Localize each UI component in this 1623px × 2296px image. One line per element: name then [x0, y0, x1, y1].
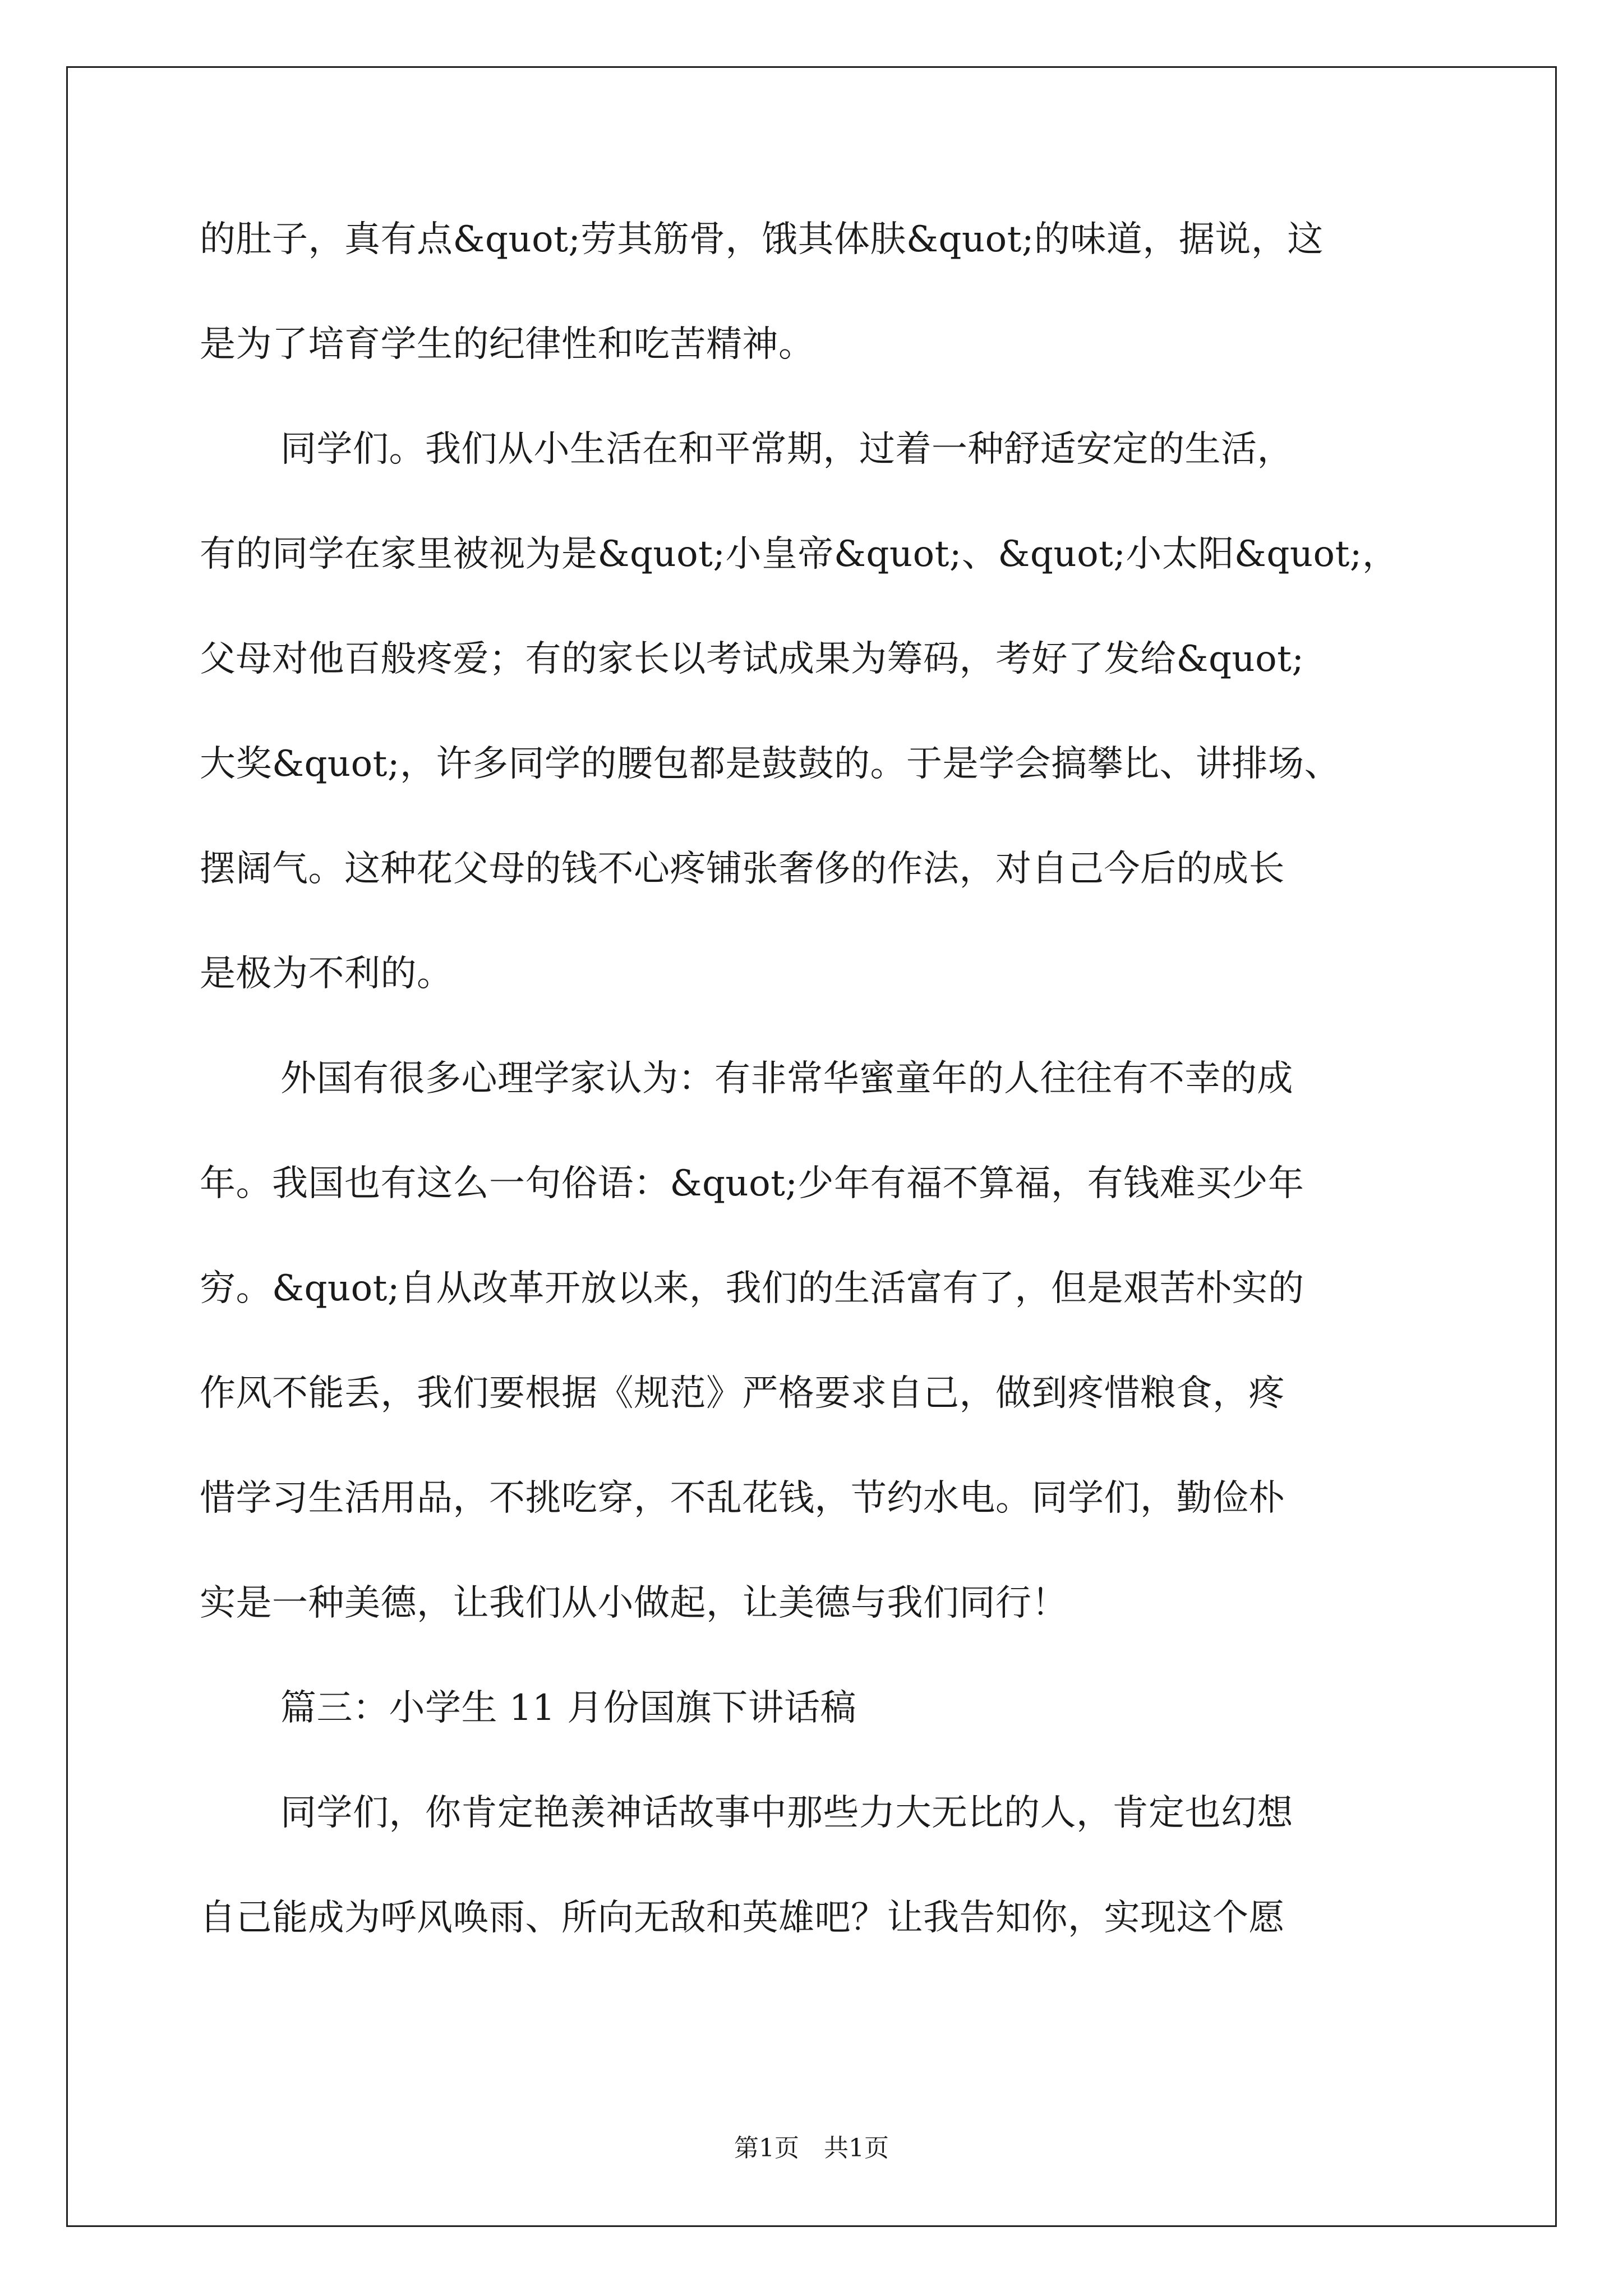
text-line: 惜学习生活用品，不挑吃穿，不乱花钱，节约水电。同学们，勤俭朴	[200, 1478, 1285, 1519]
text-line: 同学们。我们从小生活在和平常期，过着一种舒适安定的生活，	[280, 429, 1293, 470]
text-line: 实是一种美德，让我们从小做起，让美德与我们同行！	[200, 1582, 1068, 1624]
page-footer: 第1页 共1页	[734, 2134, 889, 2162]
text-line: 父母对他百般疼爱；有的家长以考试成果为筹码，考好了发给&quot;	[200, 638, 1304, 680]
text-line: 的肚子，真有点&quot;劳其筋骨，饿其体肤&quot;的味道，据说，这	[200, 219, 1324, 260]
text-line: 摆阔气。这种花父母的钱不心疼铺张奢侈的作法，对自己今后的成长	[200, 848, 1285, 890]
text-line: 有的同学在家里被视为是&quot;小皇帝&quot;、&quot;小太阳&quot;，	[200, 533, 1399, 575]
text-line: 大奖&quot;，许多同学的腰包都是鼓鼓的。于是学会搞攀比、讲排场、	[200, 743, 1340, 785]
text-line: 年。我国也有这么一句俗语：&quot;少年有福不算福，有钱难买少年	[200, 1163, 1304, 1204]
document-body	[200, 219, 1428, 2005]
text-line: 作风不能丢，我们要根据《规范》严格要求自己，做到疼惜粮食，疼	[200, 1373, 1285, 1414]
text-line: 是为了培育学生的纪律性和吃苦精神。	[200, 324, 815, 365]
text-line: 同学们，你肯定艳羡神话故事中那些力大无比的人，肯定也幻想	[280, 1792, 1293, 1834]
section-heading: 篇三：小学生 11 月份国旗下讲话稿	[280, 1687, 857, 1729]
text-line: 外国有很多心理学家认为：有非常华蜜童年的人往往有不幸的成	[280, 1058, 1293, 1099]
text-line: 穷。&quot;自从改革开放以来，我们的生活富有了，但是艰苦朴实的	[200, 1268, 1304, 1309]
text-line: 自己能成为呼风唤雨、所向无敌和英雄吧？让我告知你，实现这个愿	[200, 1897, 1285, 1939]
text-line: 是极为不利的。	[200, 953, 453, 995]
